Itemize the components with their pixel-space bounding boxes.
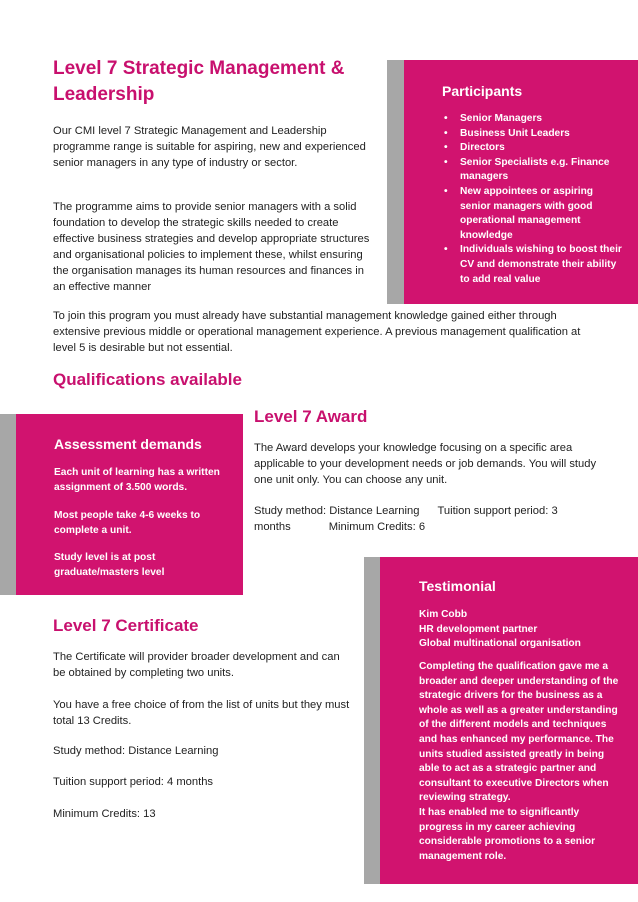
award-tuition-continued: months bbox=[254, 521, 291, 533]
award-study-info bbox=[254, 503, 614, 535]
testimonial-box bbox=[364, 557, 638, 884]
testimonial-quote bbox=[419, 660, 625, 864]
testimonial-org: Global multinational organisation bbox=[419, 638, 581, 650]
participants-list bbox=[440, 112, 622, 287]
assessment-grey-bar bbox=[0, 414, 16, 595]
assessment-title: Assessment demands bbox=[54, 436, 202, 452]
assessment-p3: Study level is at post graduate/masters level bbox=[54, 552, 165, 578]
intro-paragraph-1: Our CMI level 7 Strategic Management and Leadership programme range is suitable for aspiring, new and experienced senior managers in any type of industry or sector. bbox=[53, 125, 366, 169]
award-study-method: Study method: Distance Learning bbox=[254, 505, 420, 517]
page-title: Level 7 Strategic Management & Leadership bbox=[53, 58, 345, 105]
award-min-credits: Minimum Credits: 6 bbox=[328, 521, 426, 533]
testimonial-role: HR development partner bbox=[419, 623, 538, 635]
award-description: The Award develops your knowledge focusing on a specific area applicable to your development needs or job demands. You will study one unit only. You can choose any unit. bbox=[254, 442, 597, 486]
participant-item: • New appointees or aspiring senior managers with good operational management knowledge bbox=[440, 185, 622, 243]
testimonial-quote-p1: Completing the qualification gave me a broader and deeper understanding of the strategic drivers for the business as a whole as well as a greater understanding of the different models and techniques and has enhanced my performance. The units studied assisted greatly in being able to act as a strategic partner and consultant to executive Directors when reviewing strategy. bbox=[419, 661, 619, 804]
assessment-p1: Each unit of learning has a written assignment of 3.500 words. bbox=[54, 467, 220, 493]
participants-title: Participants bbox=[442, 83, 523, 99]
award-title: Level 7 Award bbox=[254, 407, 368, 426]
testimonial-author bbox=[419, 608, 624, 652]
certificate-p1: The Certificate will provider broader development and can be obtained by completing two units. bbox=[53, 651, 340, 679]
participant-item: • Senior Managers bbox=[440, 112, 622, 127]
assessment-box bbox=[0, 414, 243, 595]
participant-item: • Directors bbox=[440, 141, 622, 156]
testimonial-title: Testimonial bbox=[419, 578, 496, 594]
award-tuition-period: Tuition support period: 3 bbox=[437, 505, 558, 517]
intro-paragraph-2: The programme aims to provide senior managers with a solid foundation to develop the strategic skills needed to create effective business strategies and develop appropriate structures and organisational policies to implement these, whilst ensuring the organisation manages its human resources and finances in an effective manner bbox=[53, 201, 370, 293]
testimonial-grey-bar bbox=[364, 557, 380, 884]
testimonial-quote-p2: It has enabled me to significantly progress in my career achieving considerable promotions to a senior management role. bbox=[419, 806, 596, 862]
certificate-p2: You have a free choice of from the list of units but they must total 13 Credits. bbox=[53, 699, 350, 727]
participant-item: • Individuals wishing to boost their CV and demonstrate their ability to add real value bbox=[440, 243, 622, 287]
participants-grey-bar bbox=[387, 60, 404, 304]
certificate-p5: Minimum Credits: 13 bbox=[53, 808, 156, 820]
assessment-p2: Most people take 4-6 weeks to complete a unit. bbox=[54, 510, 201, 536]
participant-item: • Senior Specialists e.g. Finance managers bbox=[440, 156, 622, 185]
certificate-p3: Study method: Distance Learning bbox=[53, 745, 219, 757]
certificate-p4: Tuition support period: 4 months bbox=[53, 776, 214, 788]
qualifications-heading: Qualifications available bbox=[53, 370, 242, 389]
participant-item: • Business Unit Leaders bbox=[440, 127, 622, 142]
certificate-title: Level 7 Certificate bbox=[53, 616, 199, 635]
join-paragraph: To join this program you must already have substantial management knowledge gained either through extensive previous middle or operational management experience. A previous management qualification at level 5 is desirable but not essential. bbox=[53, 310, 581, 354]
testimonial-name: Kim Cobb bbox=[419, 609, 468, 620]
participants-box bbox=[387, 60, 638, 304]
